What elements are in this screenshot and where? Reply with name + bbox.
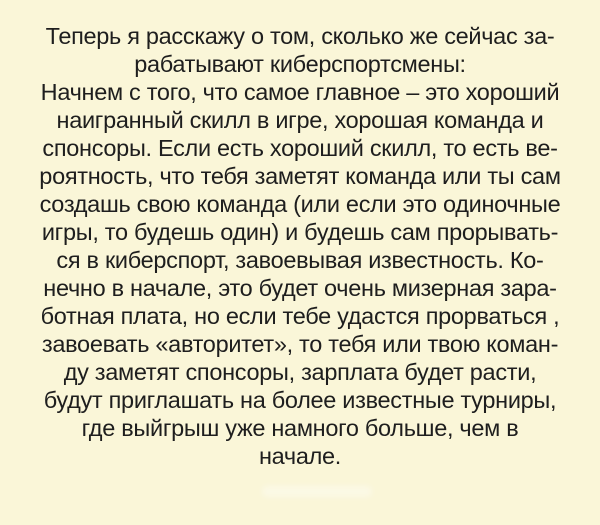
text-line: начале. xyxy=(258,443,342,469)
text-line: создашь свою команда (или если это одиночные xyxy=(39,191,561,217)
text-line: наигранный скилл в игре, хорошая команда и xyxy=(56,107,544,133)
text-line: рабатывают киберспортсмены: xyxy=(134,51,466,77)
text-line: ботная плата, но если тебе удастся прорваться , xyxy=(40,303,560,329)
text-line: роятность, что тебя заметят команда или ты сам xyxy=(39,163,561,189)
text-line: Теперь я расскажу о том, сколько же сейчас за- xyxy=(45,23,555,49)
text-line: ду заметят спонсоры, зарплата будет расти, xyxy=(63,359,537,385)
watermark-smudge xyxy=(262,486,372,497)
text-line: нечно в начале, это будет очень мизерная зара- xyxy=(43,275,557,301)
text-line: ся в киберспорт, завоевывая известность. Ко- xyxy=(56,247,544,273)
meme-text-block xyxy=(0,22,600,470)
text-line: завоевать «авторитет», то тебя или твою коман- xyxy=(41,331,559,357)
text-line: Начнем с того, что самое главное – это хороший xyxy=(40,79,560,105)
text-line: игры, то будешь один) и будешь сам прорывать- xyxy=(41,219,559,245)
text-line: спонсоры. Если есть хороший скилл, то есть ве- xyxy=(42,135,558,161)
text-line: где выйгрыш уже намного больше, чем в xyxy=(81,415,519,441)
text-line: будут приглашать на более известные турниры, xyxy=(43,387,557,413)
